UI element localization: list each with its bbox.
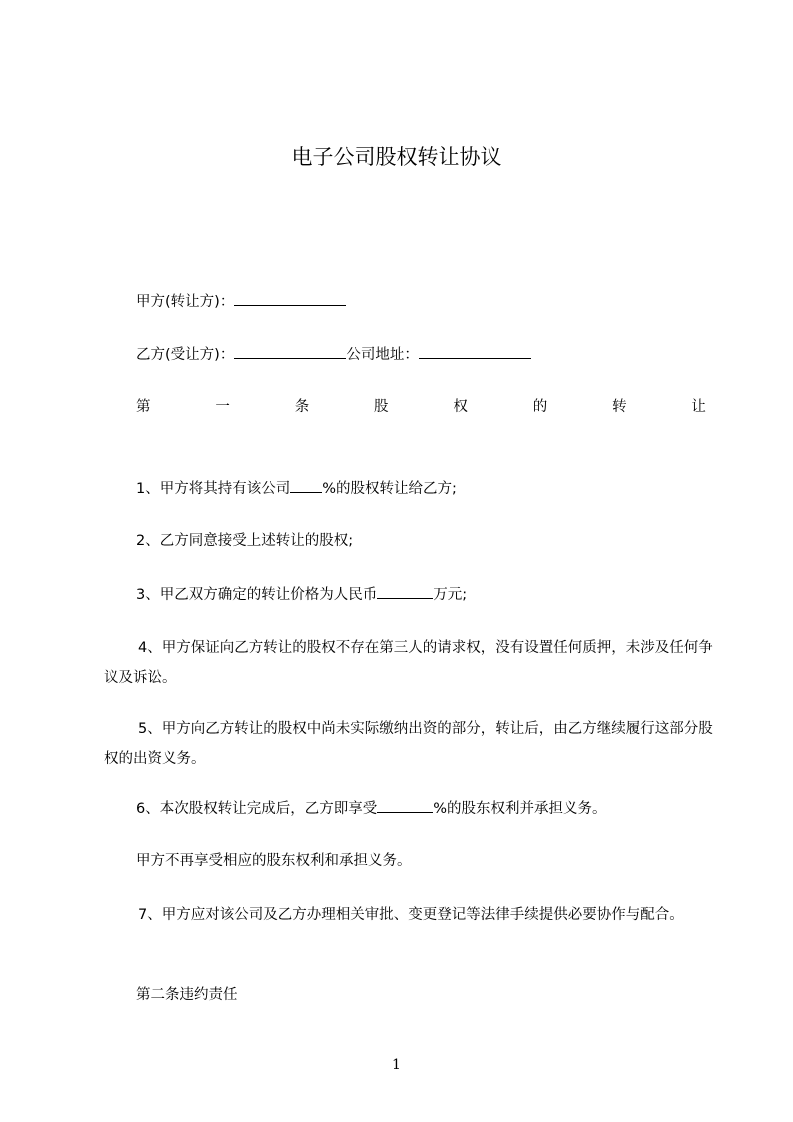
clause-3 bbox=[136, 584, 467, 605]
clause-4 bbox=[104, 633, 716, 693]
clause-2-text: 2、乙方同意接受上述转让的股权; bbox=[136, 533, 354, 549]
heading-char: 第 bbox=[136, 399, 151, 415]
clause-6b-text: 甲方不再享受相应的股东权利和承担义务。 bbox=[136, 853, 412, 869]
heading-char: 的 bbox=[532, 399, 548, 415]
heading-char: 条 bbox=[294, 399, 310, 415]
company-address-label: 公司地址： bbox=[346, 347, 419, 363]
clause-4-text: 4、甲方保证向乙方转让的股权不存在第三人的请求权，没有设置任何质押，未涉及任何争议及诉讼。 bbox=[104, 640, 713, 686]
article-two-heading bbox=[136, 985, 238, 1005]
clause-7-text: 7、甲方应对该公司及乙方办理相关审批、变更登记等法律手续提供必要协作与配合。 bbox=[138, 907, 684, 923]
clause-6-text-end: %的股东权利并承担义务。 bbox=[433, 801, 607, 817]
party-b-line bbox=[136, 344, 531, 365]
party-a-line bbox=[136, 291, 346, 312]
clause-2 bbox=[136, 531, 353, 551]
clause-1-blank bbox=[290, 478, 322, 493]
heading-char: 转 bbox=[612, 399, 627, 415]
clause-1-text: 1、甲方将其持有该公司 bbox=[136, 481, 291, 497]
clause-3-text-end: 万元; bbox=[433, 587, 468, 603]
clause-1 bbox=[136, 478, 457, 499]
clause-3-text: 3、甲乙双方确定的转让价格为人民币 bbox=[136, 587, 378, 603]
clause-6 bbox=[136, 798, 607, 819]
clause-1-text-end: %的股权转让给乙方; bbox=[322, 481, 457, 497]
clause-5 bbox=[104, 714, 716, 774]
article-two-heading-text: 第二条违约责任 bbox=[136, 987, 238, 1003]
party-b-blank bbox=[234, 344, 346, 359]
heading-char: 权 bbox=[453, 399, 468, 415]
clause-3-blank bbox=[377, 584, 433, 599]
party-a-label: 甲方(转让方)： bbox=[136, 294, 235, 310]
document-title: 电子公司股权转让协议 bbox=[291, 145, 502, 169]
clause-5-text: 5、甲方向乙方转让的股权中尚未实际缴纳出资的部分，转让后，由乙方继续履行这部分股权的出资义务。 bbox=[104, 721, 713, 767]
heading-char: 一 bbox=[215, 399, 230, 415]
party-b-label: 乙方(受让方)： bbox=[136, 347, 235, 363]
article-one-heading bbox=[136, 397, 706, 417]
page-number: 1 bbox=[392, 1057, 401, 1073]
heading-char: 让 bbox=[691, 399, 706, 415]
clause-7 bbox=[104, 900, 716, 930]
clause-6-blank bbox=[377, 798, 433, 813]
heading-char: 股 bbox=[374, 399, 389, 415]
company-address-blank bbox=[419, 344, 531, 359]
clause-6b bbox=[136, 851, 412, 871]
clause-6-text: 6、本次股权转让完成后，乙方即享受 bbox=[136, 801, 378, 817]
party-a-blank bbox=[234, 291, 346, 306]
